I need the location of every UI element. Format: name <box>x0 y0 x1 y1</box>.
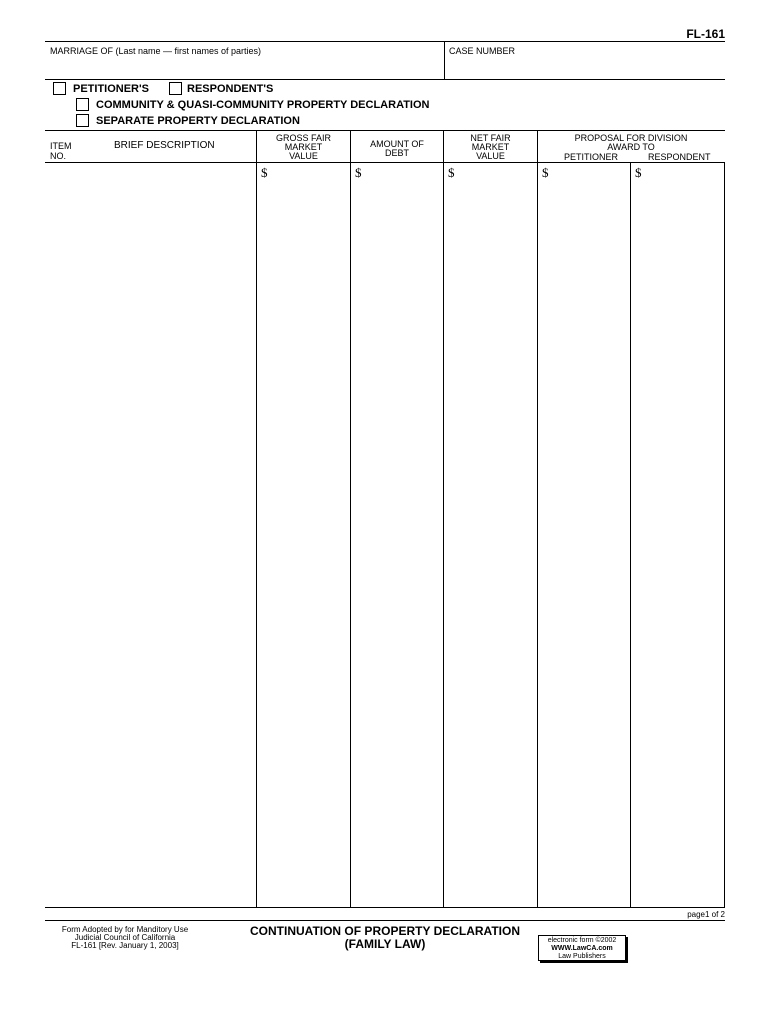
petitioners-label: PETITIONER'S <box>73 83 149 95</box>
gross-fair-header-line: GROSS FAIR <box>275 133 331 143</box>
form-title-line: CONTINUATION OF PROPERTY DECLARATION <box>250 924 520 938</box>
item-description-field[interactable] <box>46 164 255 906</box>
gross-fair-header-line: MARKET <box>284 142 323 152</box>
table-bottom-rule <box>45 907 725 908</box>
net-fair-header-line: MARKET <box>471 142 510 152</box>
col-divider-4 <box>537 130 538 907</box>
publisher-stamp <box>538 935 626 961</box>
stamp-website: WWW.LawCA.com <box>551 945 613 952</box>
amount-of-debt-header-line: DEBT <box>384 148 409 158</box>
proposal-for-division-header <box>538 134 724 152</box>
respondent-column-header: RESPONDENT <box>648 152 711 162</box>
net-fair-market-value-header <box>444 134 537 161</box>
header-bottom-rule <box>45 79 725 80</box>
case-number-label: CASE NUMBER <box>449 46 516 56</box>
stamp-line: Law Publishers <box>558 953 606 960</box>
petitioner-dollar-sign: $ <box>542 165 549 180</box>
amount-of-debt-header <box>351 140 443 158</box>
form-title <box>225 925 545 951</box>
item-no-header-line: NO. <box>50 151 67 161</box>
gross-fair-market-value-header <box>257 134 350 161</box>
item-no-header <box>50 141 72 161</box>
net-fair-value-field[interactable] <box>445 164 536 906</box>
form-title-line: (FAMILY LAW) <box>344 937 426 951</box>
col-divider-1 <box>256 130 257 907</box>
form-adopted-line: Judicial Council of California <box>74 933 176 942</box>
stamp-line: electronic form ©2002 <box>547 937 617 944</box>
amount-of-debt-field[interactable] <box>352 164 442 906</box>
respondents-label: RESPONDENT'S <box>187 83 274 95</box>
net-fair-header-line: NET FAIR <box>470 133 511 143</box>
separate-property-checkbox[interactable] <box>76 114 89 127</box>
amount-of-debt-dollar-sign: $ <box>355 165 362 180</box>
marriage-of-field[interactable] <box>46 58 442 78</box>
col-divider-2 <box>350 130 351 907</box>
form-number: FL-161 <box>686 27 725 41</box>
respondent-dollar-sign: $ <box>635 165 642 180</box>
form-adopted-note <box>55 926 195 950</box>
amount-of-debt-header-line: AMOUNT OF <box>370 139 424 149</box>
page-number: page1 of 2 <box>687 910 725 919</box>
petitioner-award-field[interactable] <box>539 164 629 906</box>
petitioner-column-header: PETITIONER <box>564 152 619 162</box>
net-fair-header-line: VALUE <box>476 151 505 161</box>
gross-fair-value-field[interactable] <box>258 164 349 906</box>
brief-description-header: BRIEF DESCRIPTION <box>114 140 215 151</box>
table-right-border <box>724 162 725 907</box>
header-top-rule <box>45 41 725 42</box>
community-property-checkbox[interactable] <box>76 98 89 111</box>
table-top-rule <box>45 130 725 131</box>
proposal-sub-rule <box>537 162 725 163</box>
form-adopted-line: Form Adopted by for Manditory Use <box>61 925 189 934</box>
case-number-field[interactable] <box>446 58 724 78</box>
respondent-award-field[interactable] <box>632 164 723 906</box>
community-property-label: COMMUNITY & QUASI-COMMUNITY PROPERTY DECLARATION <box>96 99 430 111</box>
footer-rule <box>45 920 725 921</box>
separate-property-label: SEPARATE PROPERTY DECLARATION <box>96 115 300 127</box>
header-divider <box>444 41 445 79</box>
marriage-of-label: MARRIAGE OF (Last name — first names of parties) <box>50 46 262 56</box>
form-adopted-line: FL-161 [Rev. January 1, 2003] <box>71 941 179 950</box>
respondents-checkbox[interactable] <box>169 82 182 95</box>
gross-fair-header-line: VALUE <box>289 151 318 161</box>
item-no-header-line: ITEM <box>50 141 72 151</box>
col-divider-3 <box>443 130 444 907</box>
petitioners-checkbox[interactable] <box>53 82 66 95</box>
proposal-header-line: PROPOSAL FOR DIVISION <box>574 133 688 143</box>
net-fair-dollar-sign: $ <box>448 165 455 180</box>
gross-fair-dollar-sign: $ <box>261 165 268 180</box>
proposal-header-line: AWARD TO <box>607 142 655 152</box>
col-divider-5 <box>630 162 631 907</box>
